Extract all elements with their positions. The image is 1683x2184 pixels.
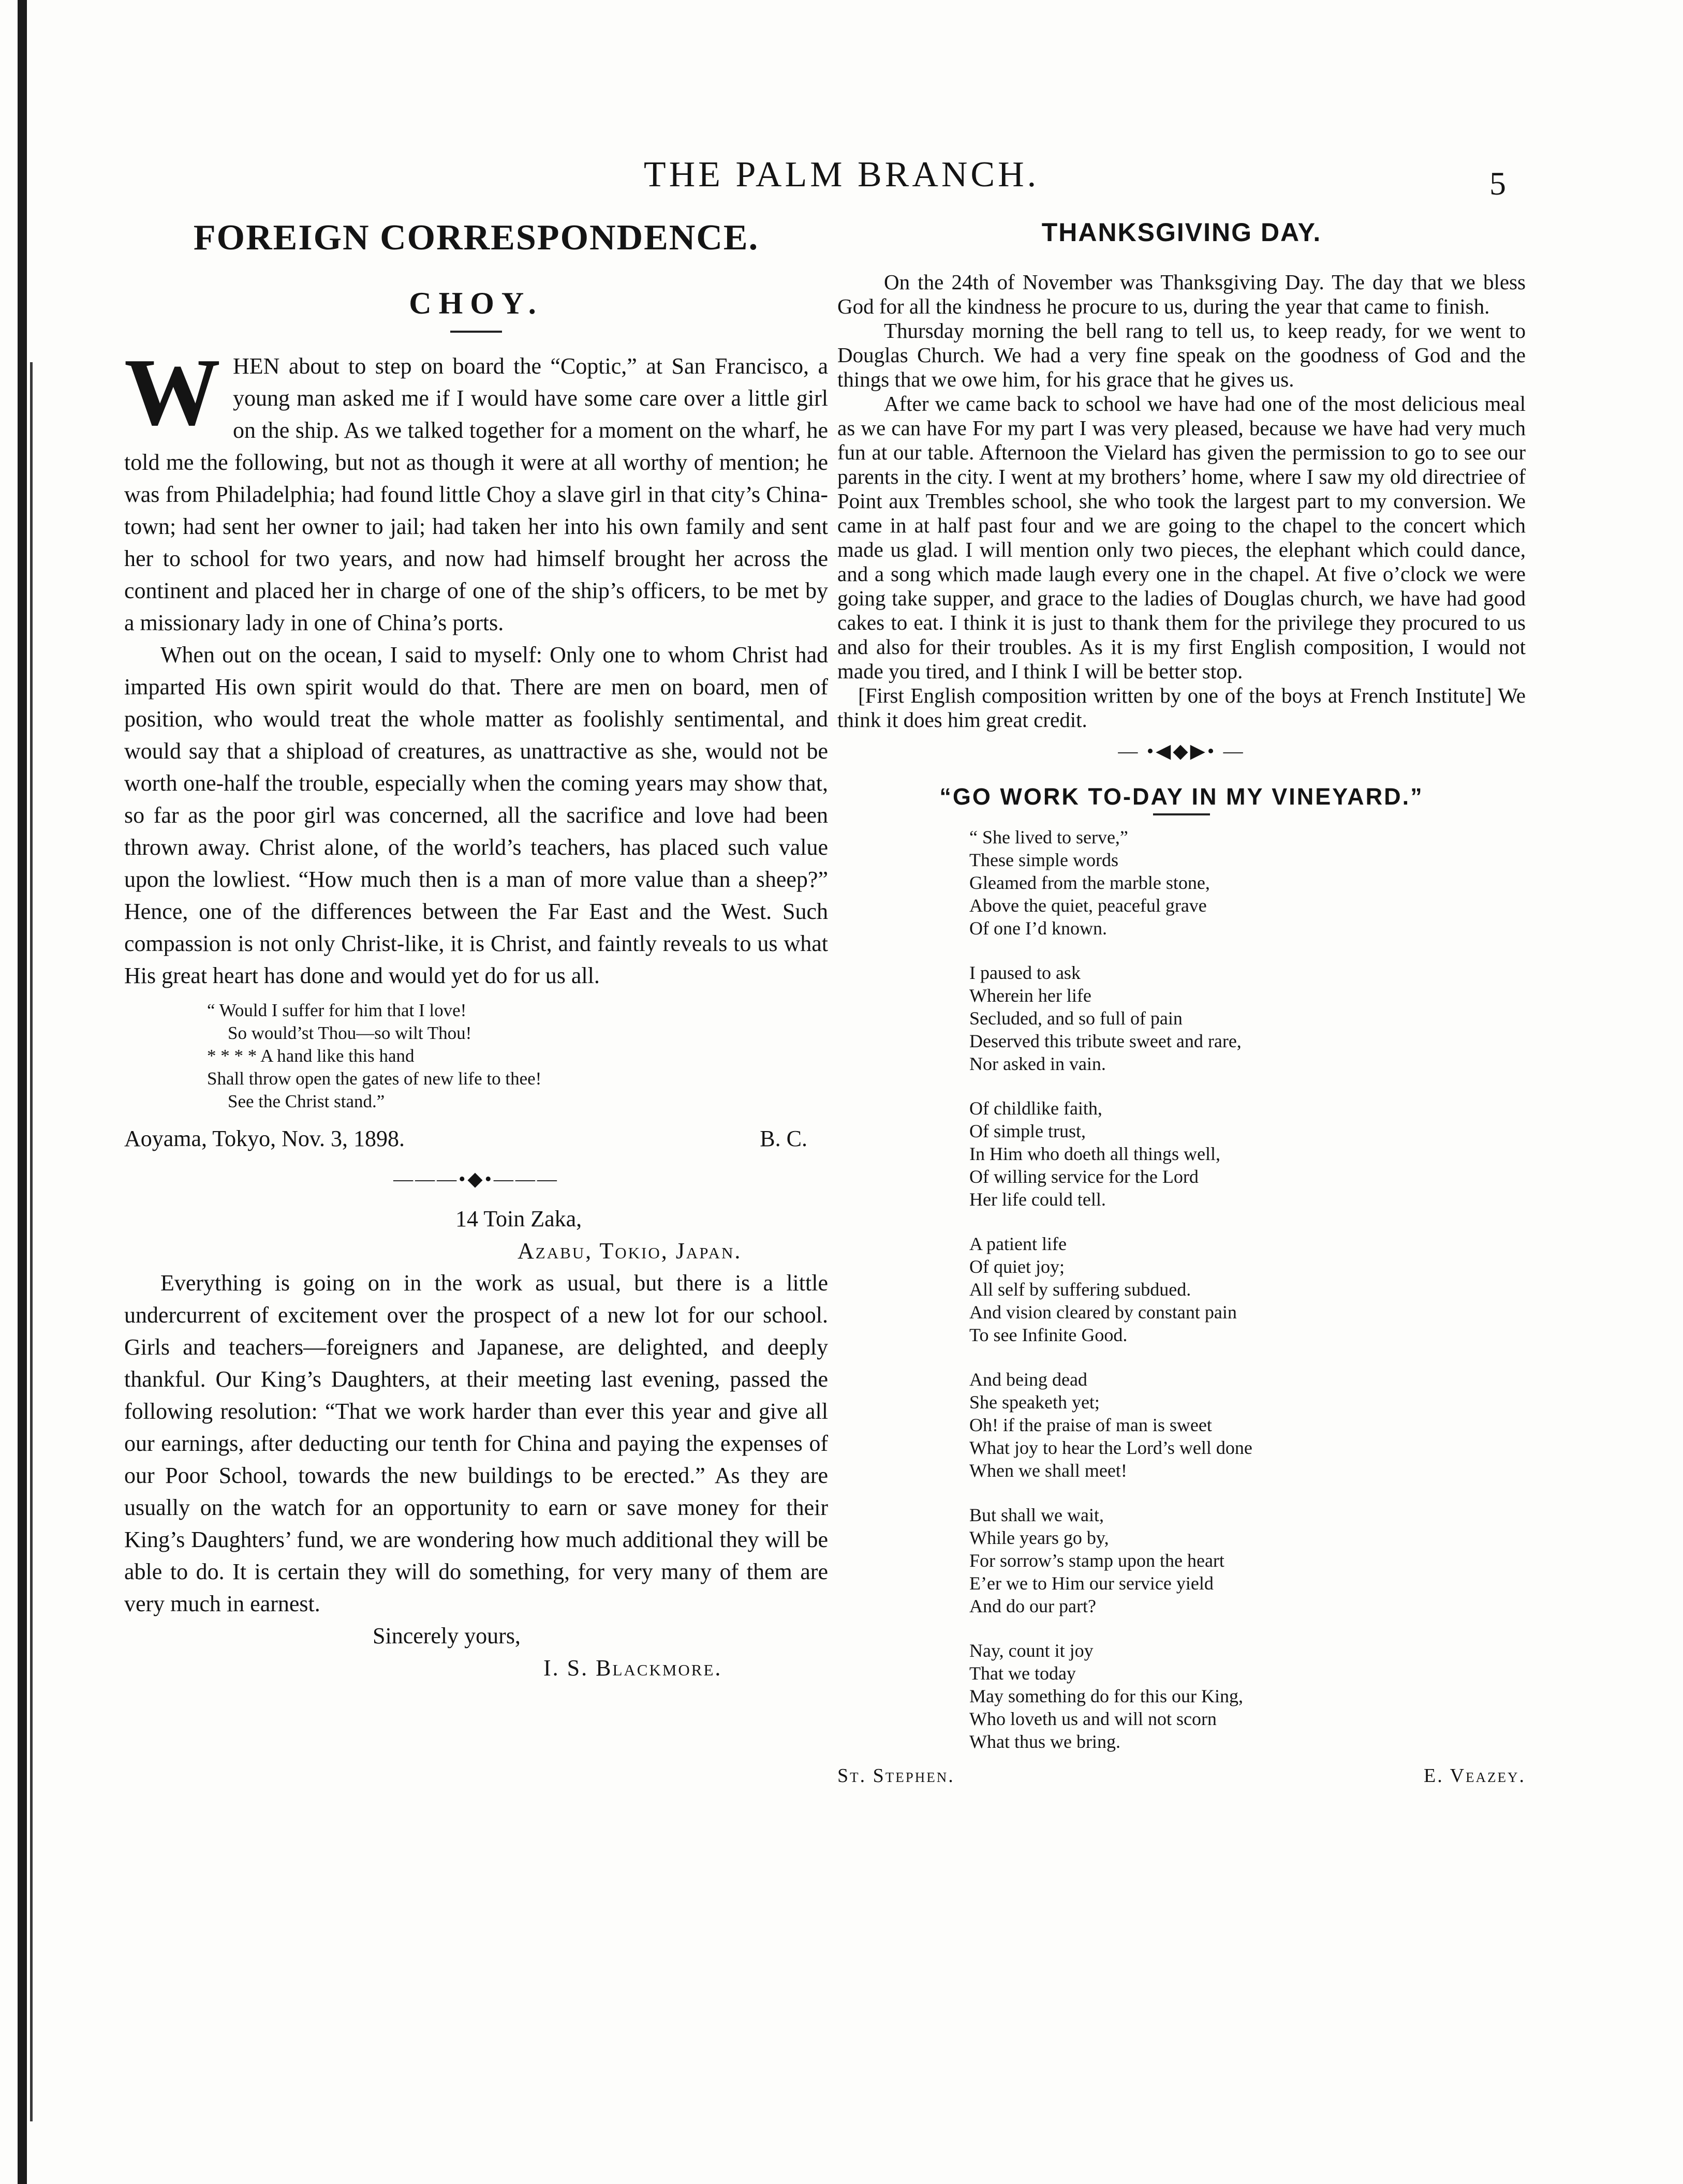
verse-line: Shall throw open the gates of new life to thee! [207,1068,542,1089]
address-line: 14 Toin Zaka, [455,1206,582,1231]
poem-stanza [969,1639,1526,1753]
poem-title-rule [1153,813,1210,815]
poem-line: Nay, count it joy [969,1640,1094,1661]
poem-line: A patient life [969,1234,1067,1254]
poem-line: Of quiet joy; [969,1256,1065,1277]
poem-line: What thus we bring. [969,1731,1120,1752]
poem-line: Who loveth us and will not scorn [969,1708,1217,1729]
paragraph: On the 24th of November was Thanksgiving Day. The day that we bless God for all the kindness he procure to us, during the year that came to finish. [837,270,1526,318]
left-column [124,217,828,1684]
poem-line: E’er we to Him our service yield [969,1573,1214,1594]
poem-line: To see Infinite Good. [969,1325,1128,1345]
poem-line: Of willing service for the Lord [969,1166,1199,1187]
page-edge-shadow [18,0,27,2184]
verse-line: * * * * A hand like this hand [207,1046,415,1066]
poem-line: While years go by, [969,1527,1109,1548]
thanksgiving-title: THANKSGIVING DAY. [1041,218,1322,247]
verse-quote [207,999,828,1113]
poem-author: E. Veazey. [1424,1765,1526,1787]
letter-address [124,1203,828,1267]
poem-title: “GO WORK TO-DAY IN MY VINEYARD.” [939,783,1424,810]
paragraph: Everything is going on in the work as usual, but there is a little undercurrent of excitement over the prospect of a new lot for our school. Girls and teachers—foreigners and Japanese, are delighted, and deeply thankful. Our King’s Daughters, at their meeting last evening, passed the following resolution: “That we work harder than ever this year and give all our earnings, after deducting our tenth for China and paying the expenses of our Poor School, towards the new buildings to be erected.” As they are usually on the watch for an opportunity to earn or save money for their King’s Daughters’ fund, we are wondering how much additional they will be able to do. It is certain they will do something, for very many of them are very much in earnest. [124,1270,828,1616]
poem-line: Secluded, and so full of pain [969,1008,1183,1029]
poem-stanza [969,1368,1526,1482]
letter-closing: Sincerely yours, [373,1623,521,1648]
poem-line: Nor asked in vain. [969,1053,1106,1074]
poem-line: Oh! if the praise of man is sweet [969,1415,1212,1435]
poem-line: And do our part? [969,1596,1096,1616]
paragraph [124,339,828,639]
poem [969,826,1526,1753]
poem-line: And being dead [969,1369,1087,1390]
poem-line: “ She lived to serve,” [969,827,1128,848]
poem-stanza [969,961,1526,1075]
poem-stanza [969,1097,1526,1211]
verse-line: So would’st Thou—so wilt Thou! [228,1023,472,1043]
poem-line: I paused to ask [969,962,1081,983]
letter-signature: I. S. Blackmore. [543,1655,722,1681]
poem-line: Wherein her life [969,985,1091,1006]
poem-line: Gleamed from the marble stone, [969,872,1210,893]
paragraph: Thursday morning the bell rang to tell us, to keep ready, for we went to Douglas Church. We had a very fine speak on the goodness of God and the things that we owe him, for his grace that he gives us. [837,319,1526,391]
address-line: Azabu, Tokio, Japan. [518,1238,742,1264]
article-title: CHOY. [409,286,543,320]
poem-line: For sorrow’s stamp upon the heart [969,1550,1224,1571]
poem-line: Of simple trust, [969,1121,1086,1141]
poem-line: In Him who doeth all things well, [969,1143,1220,1164]
poem-line: What joy to hear the Lord’s well done [969,1437,1252,1458]
poem-line: Of one I’d known. [969,918,1107,939]
initials: B. C. [760,1126,807,1151]
poem-line: These simple words [969,850,1118,870]
poem-line: All self by suffering subdued. [969,1279,1191,1300]
section-title: FOREIGN CORRESPONDENCE. [193,218,759,258]
article-body [124,339,828,992]
poem-line: And vision cleared by constant pain [969,1302,1237,1323]
dateline: Aoyama, Tokyo, Nov. 3, 1898. [124,1126,405,1151]
right-column [837,217,1526,1787]
poem-line: That we today [969,1663,1076,1684]
poem-line: When we shall meet! [969,1460,1127,1481]
poem-line: She speaketh yet; [969,1392,1100,1413]
poem-line: May something do for this our King, [969,1686,1243,1706]
poem-line: Her life could tell. [969,1189,1106,1210]
page-edge-line [30,362,33,2121]
verse-line: See the Christ stand.” [228,1091,385,1111]
page-number: 5 [1489,165,1506,202]
title-rule [450,331,502,333]
running-title: THE PALM BRANCH. [643,155,1040,195]
drop-cap: W [124,339,220,445]
editor-note: [First English composition written by one of the boys at French Institute] We think it does him great credit. [837,684,1526,732]
paragraph-text: HEN about to step on board the “Coptic,” at San Francisco, a young man asked me if I would have some care over a little girl on the ship. As we talked together for a moment on the wharf, he told me the following, but not as though it were at all worthy of mention; he was from Philadelphia; had found little Choy a slave girl in that city’s China-town; had sent her owner to jail; had taken her into his own family and sent her to school for two years, and now had himself brought her across the continent and placed her in charge of one of the ship’s officers, to be met by a missionary lady in one of China’s ports. [124,353,828,635]
poem-signature [837,1764,1526,1787]
poem-line: Of childlike faith, [969,1098,1102,1119]
poem-stanza [969,1232,1526,1346]
article-signature [124,1125,807,1152]
poem-line: Deserved this tribute sweet and rare, [969,1031,1242,1051]
letter-body [124,1267,828,1620]
paragraph: After we came back to school we have had one of the most delicious meal as we can have For my part I was very pleased, because we have had very much fun at our table. Afternoon the Vielard has given the permission to go to see our parents in the city. I went at my brothers’ home, where I saw my old directriee of Point aux Trembles school, she who took the largest part to my conversion. We came in at half past four and we are going to the chapel to the concert which made us glad. I will mention only two pieces, the elephant which could dance, and a song which made laugh every one in the chapel. At five o’clock we were going take supper, and grace to the ladies of Douglas church, we have had good cakes to eat. I think it is just to thank them for the privilege they procured to us and also for their troubles. As it is my first English composition, I would not made you tired, and I think I will be better stop. [837,392,1526,683]
poem-line: Above the quiet, peaceful grave [969,895,1207,916]
thanksgiving-body [837,270,1526,732]
poem-stanza [969,1504,1526,1617]
ornament-divider: — •◀◆▶• — [1118,740,1245,762]
poem-place: St. Stephen. [837,1765,955,1787]
paragraph: When out on the ocean, I said to myself: Only one to whom Christ had imparted His own spirit would do that. There are men on board, men of position, who would treat the whole matter as foolishly sentimental, and would say that a shipload of creatures, as unattractive as she, would not be worth one-half the trouble, especially when the coming years may show that, so far as the poor girl was concerned, all the sacrifice and love had been thrown away. Christ alone, of the world’s teachers, has placed such value upon the lowliest. “How much then is a man of more value than a sheep?” Hence, one of the differences between the Far East and the West. Such compassion is not only Christ-like, it is Christ, and faintly reveals to us what His great heart has done and would yet do for us all. [124,642,828,988]
poem-stanza [969,826,1526,940]
ornament-divider: ———•◆•——— [393,1168,559,1190]
poem-line: But shall we wait, [969,1505,1104,1525]
verse-line: “ Would I suffer for him that I love! [207,1000,467,1020]
